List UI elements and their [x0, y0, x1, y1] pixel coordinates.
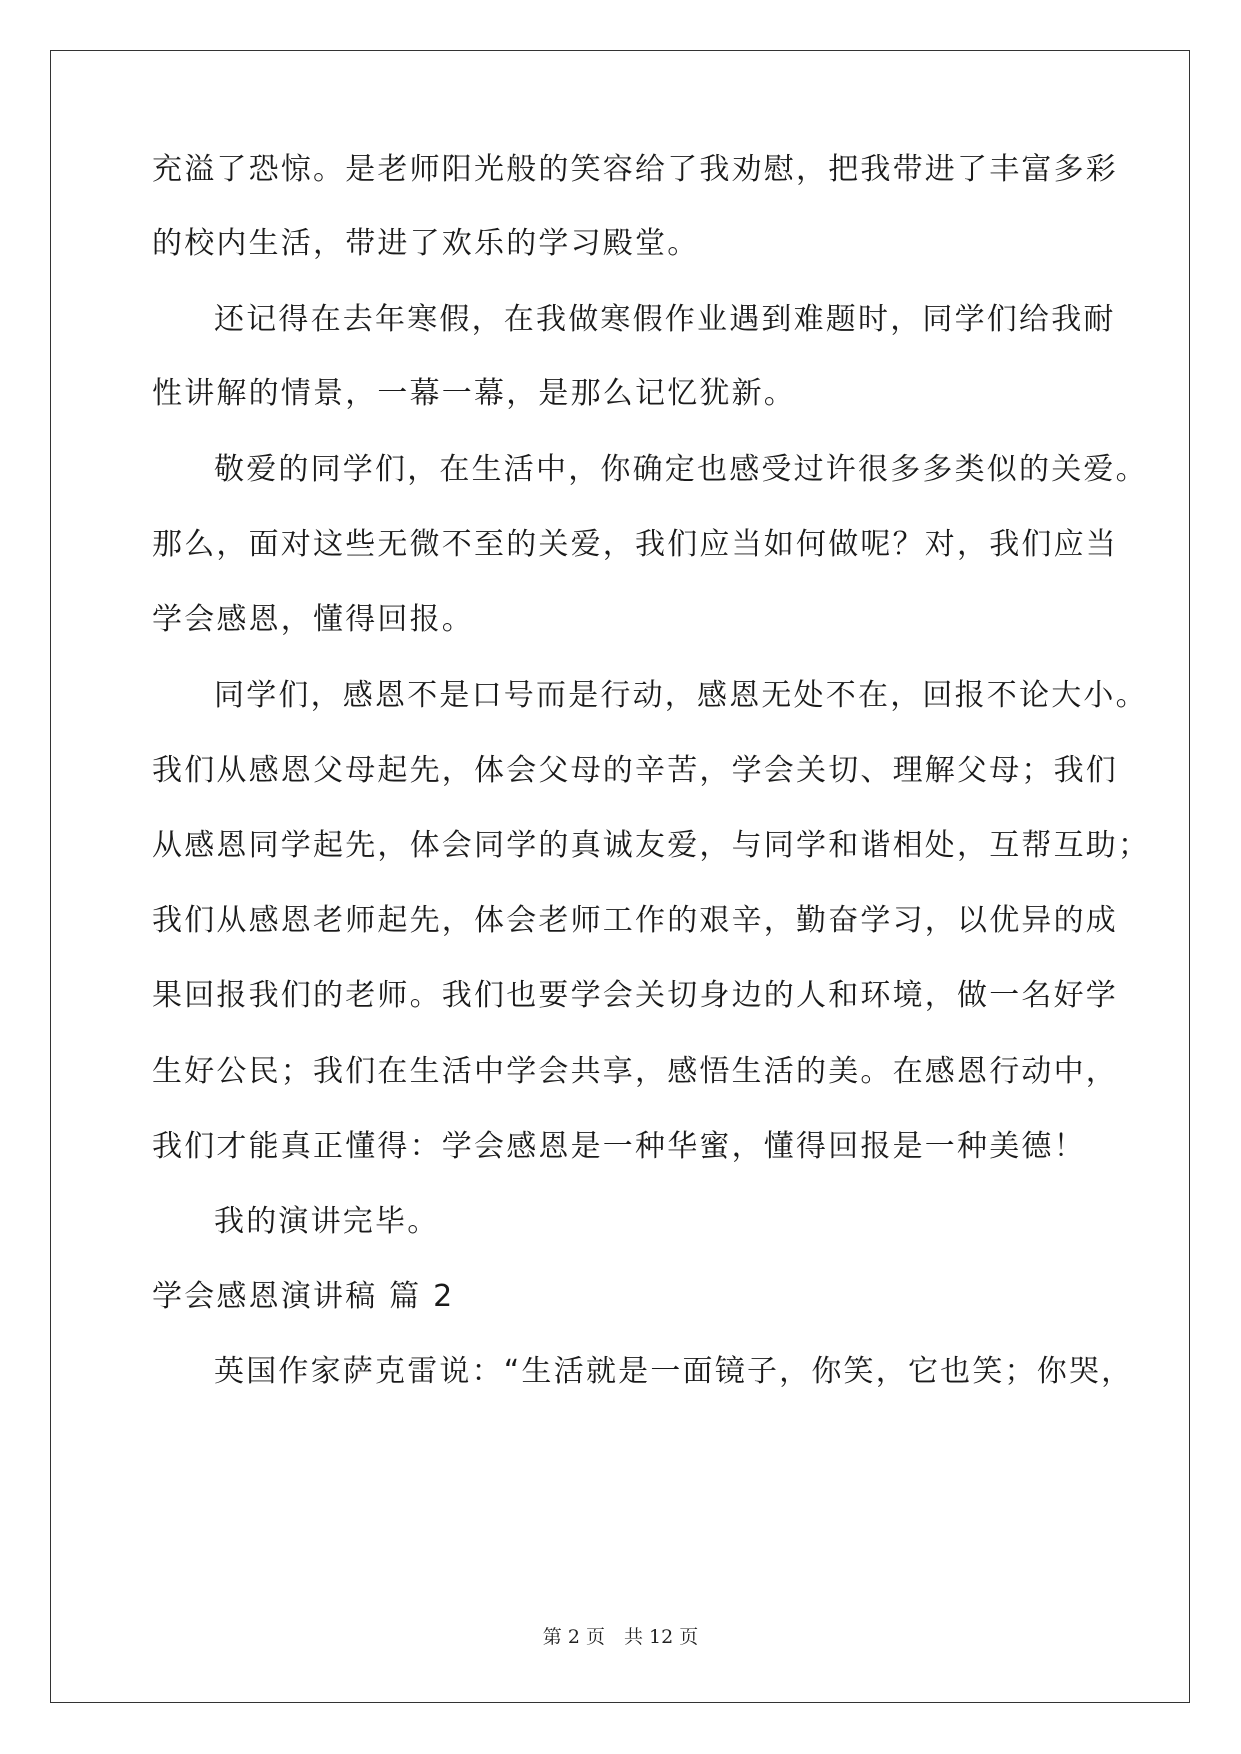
body-line-6: 那么，面对这些无微不至的关爱，我们应当如何做呢？对，我们应当 [152, 527, 1118, 562]
body-line-13: 生好公民；我们在生活中学会共享，感悟生活的美。在感恩行动中， [152, 1054, 1118, 1089]
page-border [50, 50, 1190, 1703]
body-line-14: 我们才能真正懂得：学会感恩是一种华蜜，懂得回报是一种美德！ [152, 1129, 1086, 1164]
paragraph-line-3: 还记得在去年寒假，在我做寒假作业遇到难题时，同学们给我耐 [214, 302, 1116, 337]
body-line-12: 果回报我们的老师。我们也要学会关切身边的人和环境，做一名好学 [152, 978, 1118, 1013]
page-number-footer: 第 2 页 共 12 页 [542, 1626, 699, 1648]
body-line-11: 我们从感恩老师起先，体会老师工作的艰辛，勤奋学习，以优异的成 [152, 903, 1118, 938]
paragraph-line-17: 英国作家萨克雷说：“生活就是一面镜子，你笑，它也笑；你哭， [214, 1354, 1134, 1389]
body-line-10: 从感恩同学起先，体会同学的真诚友爱，与同学和谐相处，互帮互助； [152, 828, 1151, 863]
section-heading: 学会感恩演讲稿 篇 2 [152, 1279, 455, 1314]
body-line-4: 性讲解的情景，一幕一幕，是那么记忆犹新。 [152, 376, 796, 411]
body-line-7: 学会感恩，懂得回报。 [152, 602, 474, 637]
paragraph-line-15: 我的演讲完毕。 [214, 1204, 440, 1239]
body-line-2: 的校内生活，带进了欢乐的学习殿堂。 [152, 226, 700, 261]
paragraph-line-5: 敬爱的同学们，在生活中，你确定也感受过许很多多类似的关爱。 [214, 452, 1148, 487]
body-line-1: 充溢了恐惊。是老师阳光般的笑容给了我劝慰，把我带进了丰富多彩 [152, 152, 1118, 187]
body-line-9: 我们从感恩父母起先，体会父母的辛苦，学会关切、理解父母；我们 [152, 753, 1118, 788]
paragraph-line-8: 同学们，感恩不是口号而是行动，感恩无处不在，回报不论大小。 [214, 678, 1148, 713]
